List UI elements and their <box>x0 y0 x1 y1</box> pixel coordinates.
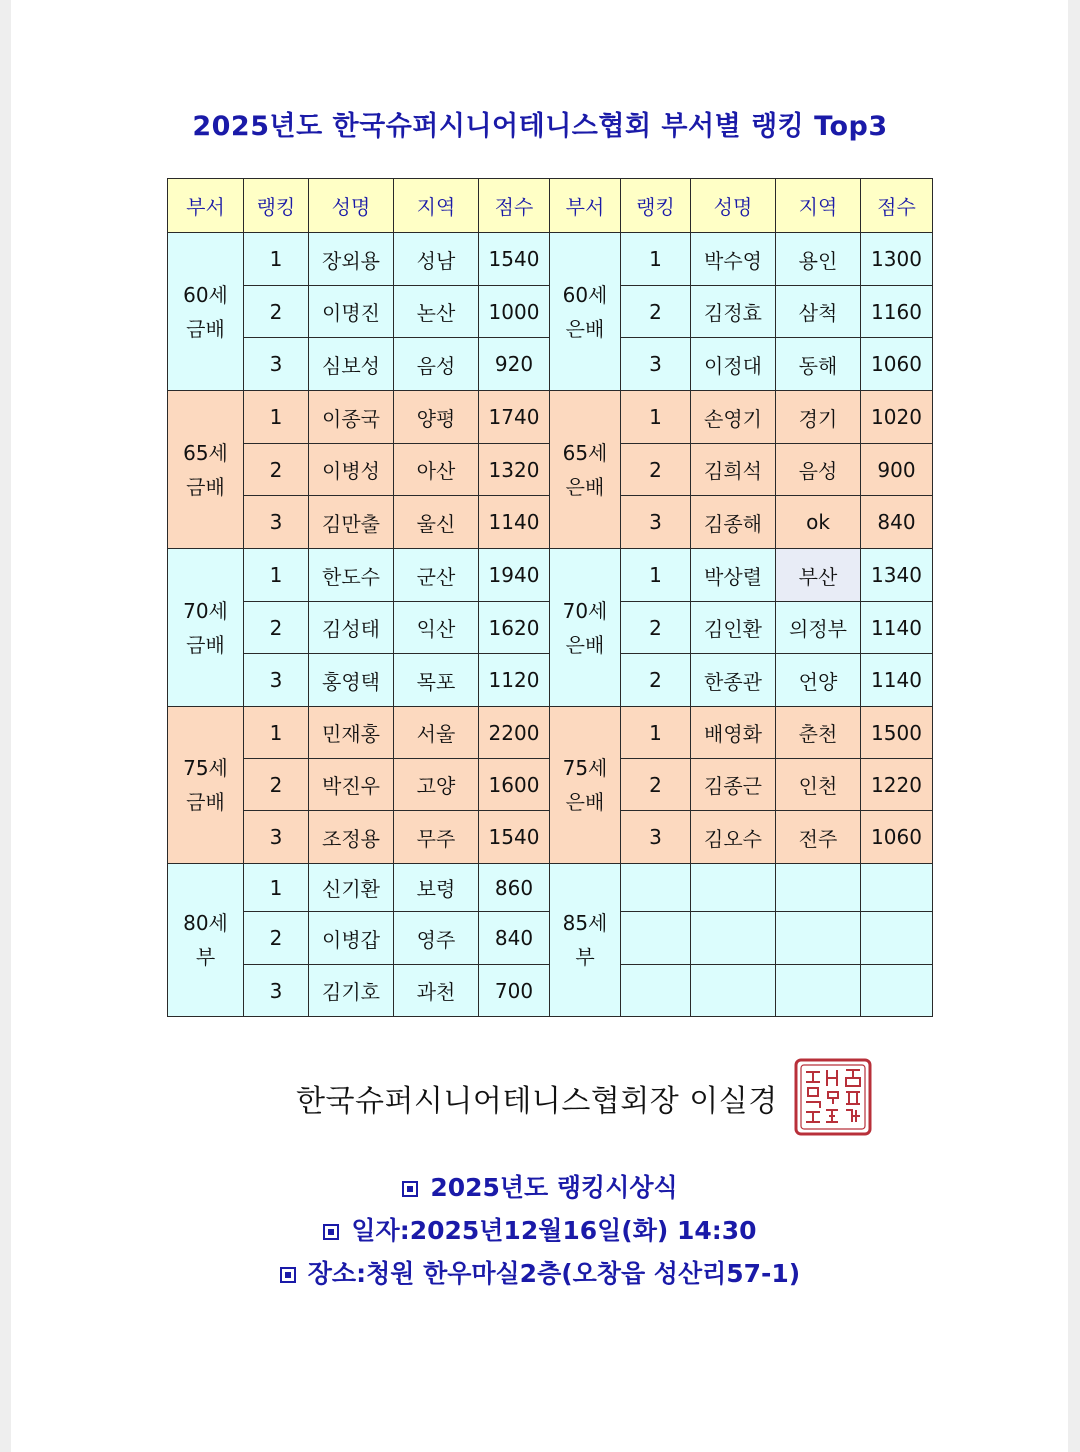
header-cell: 부서 <box>168 179 244 233</box>
division-label-line: 은배 <box>565 474 605 499</box>
region-cell <box>776 965 861 1017</box>
player-name-cell: 김희석 <box>691 444 776 496</box>
notice-text: 2025년도 랭킹시상식 <box>430 1173 678 1202</box>
player-name-cell: 박상렬 <box>691 549 776 602</box>
player-name-cell: 배영화 <box>691 707 776 759</box>
region-cell: 음성 <box>394 338 479 391</box>
player-name-cell: 손영기 <box>691 391 776 444</box>
page-title: 2025년도 한국슈퍼시니어테니스협회 부서별 랭킹 Top3 <box>192 111 888 142</box>
division-cell <box>168 707 244 864</box>
division-label-line: 금배 <box>186 474 225 499</box>
division-cell <box>550 864 621 1017</box>
region-cell: 언양 <box>776 654 861 707</box>
header-cell: 랭킹 <box>621 179 691 233</box>
player-name-cell: 김오수 <box>691 811 776 864</box>
division-label-line: 65세 <box>183 440 228 465</box>
player-name-cell: 장외용 <box>309 233 394 286</box>
player-name-cell: 이병성 <box>309 444 394 496</box>
division-cell <box>550 549 621 707</box>
player-name-cell: 이명진 <box>309 286 394 338</box>
rank-cell <box>621 965 691 1017</box>
table-row <box>168 391 933 444</box>
division-label-line: 65세 <box>562 440 608 465</box>
official-seal <box>794 1058 872 1136</box>
score-cell <box>861 912 933 965</box>
division-label-line: 은배 <box>565 790 605 814</box>
rank-cell: 1 <box>244 707 309 759</box>
player-name-cell: 박진우 <box>309 759 394 811</box>
rank-cell: 3 <box>244 654 309 707</box>
region-cell <box>776 864 861 912</box>
score-cell: 1140 <box>861 602 933 654</box>
rank-cell: 3 <box>244 965 309 1017</box>
player-name-cell <box>691 912 776 965</box>
division-label-line: 금배 <box>186 790 225 814</box>
header-cell: 성명 <box>691 179 776 233</box>
region-cell: 고양 <box>394 759 479 811</box>
player-name-cell: 김종해 <box>691 496 776 549</box>
region-cell: 동해 <box>776 338 861 391</box>
score-cell: 1940 <box>479 549 550 602</box>
division-label-line: 부 <box>195 945 216 969</box>
header-cell: 부서 <box>550 179 621 233</box>
score-cell: 1060 <box>861 338 933 391</box>
notice-date <box>0 1211 1080 1247</box>
score-cell: 1140 <box>861 654 933 707</box>
region-cell: 영주 <box>394 912 479 965</box>
division-label-line: 70세 <box>562 598 608 623</box>
score-cell: 1020 <box>861 391 933 444</box>
score-cell: 1160 <box>861 286 933 338</box>
player-name-cell: 김종근 <box>691 759 776 811</box>
score-cell: 1320 <box>479 444 550 496</box>
rank-cell: 2 <box>621 602 691 654</box>
player-name-cell: 민재홍 <box>309 707 394 759</box>
region-cell: 울신 <box>394 496 479 549</box>
score-cell: 1120 <box>479 654 550 707</box>
player-name-cell: 박수영 <box>691 233 776 286</box>
score-cell: 1620 <box>479 602 550 654</box>
division-cell <box>550 391 621 549</box>
score-cell: 1060 <box>861 811 933 864</box>
division-label-line: 은배 <box>565 632 605 657</box>
table-row <box>168 549 933 602</box>
notice-text: 일자:2025년12월16일(화) 14:30 <box>351 1216 757 1245</box>
player-name-cell <box>691 965 776 1017</box>
notice-ceremony <box>0 1168 1080 1204</box>
score-cell: 1220 <box>861 759 933 811</box>
division-label-line: 80세 <box>183 911 228 935</box>
header-row <box>168 179 933 233</box>
region-cell: 의정부 <box>776 602 861 654</box>
header-cell: 성명 <box>309 179 394 233</box>
player-name-cell: 조정용 <box>309 811 394 864</box>
score-cell: 1500 <box>861 707 933 759</box>
rank-cell <box>621 864 691 912</box>
division-cell <box>550 707 621 864</box>
region-cell: 인천 <box>776 759 861 811</box>
division-label-line: 금배 <box>186 316 225 341</box>
rank-cell: 2 <box>621 654 691 707</box>
player-name-cell: 한도수 <box>309 549 394 602</box>
score-cell: 2200 <box>479 707 550 759</box>
rank-cell: 2 <box>621 286 691 338</box>
header-cell: 지역 <box>394 179 479 233</box>
score-cell: 860 <box>479 864 550 912</box>
division-label-line: 75세 <box>562 756 608 780</box>
division-cell <box>168 233 244 391</box>
player-name-cell: 김만출 <box>309 496 394 549</box>
player-name-cell: 이병갑 <box>309 912 394 965</box>
player-name-cell: 김기호 <box>309 965 394 1017</box>
region-cell: 논산 <box>394 286 479 338</box>
rank-cell: 1 <box>244 549 309 602</box>
score-cell: 700 <box>479 965 550 1017</box>
rank-cell: 2 <box>244 602 309 654</box>
rank-cell: 1 <box>244 391 309 444</box>
rank-cell: 3 <box>621 496 691 549</box>
player-name-cell: 이정대 <box>691 338 776 391</box>
score-cell: 840 <box>861 496 933 549</box>
region-cell: 무주 <box>394 811 479 864</box>
rank-cell: 3 <box>244 811 309 864</box>
table-row <box>168 864 933 912</box>
region-cell: 익산 <box>394 602 479 654</box>
score-cell: 900 <box>861 444 933 496</box>
score-cell: 840 <box>479 912 550 965</box>
division-label-line: 75세 <box>183 756 228 780</box>
player-name-cell: 홍영택 <box>309 654 394 707</box>
player-name-cell: 김인환 <box>691 602 776 654</box>
region-cell: 삼척 <box>776 286 861 338</box>
rank-cell: 2 <box>621 759 691 811</box>
header-cell: 점수 <box>479 179 550 233</box>
rank-cell: 1 <box>621 707 691 759</box>
square-bullet-icon <box>323 1224 339 1240</box>
region-cell: 부산 <box>776 549 861 602</box>
rank-cell: 3 <box>244 338 309 391</box>
player-name-cell: 김정효 <box>691 286 776 338</box>
ranking-table <box>167 178 933 1017</box>
region-cell: 전주 <box>776 811 861 864</box>
division-cell <box>168 391 244 549</box>
player-name-cell: 한종관 <box>691 654 776 707</box>
region-cell: 군산 <box>394 549 479 602</box>
square-bullet-icon <box>402 1181 418 1197</box>
region-cell: 양평 <box>394 391 479 444</box>
player-name-cell: 이종국 <box>309 391 394 444</box>
rank-cell: 3 <box>244 496 309 549</box>
rank-cell: 2 <box>244 759 309 811</box>
score-cell <box>861 864 933 912</box>
player-name-cell: 신기환 <box>309 864 394 912</box>
table-row <box>168 233 933 286</box>
division-label-line: 부 <box>575 945 595 969</box>
score-cell: 1300 <box>861 233 933 286</box>
division-label-line: 70세 <box>183 598 228 623</box>
rank-cell: 3 <box>621 811 691 864</box>
score-cell: 1540 <box>479 233 550 286</box>
score-cell: 1540 <box>479 811 550 864</box>
rank-cell: 1 <box>244 864 309 912</box>
division-label-line: 60세 <box>183 282 228 307</box>
rank-cell: 2 <box>244 286 309 338</box>
rank-cell <box>621 912 691 965</box>
division-cell <box>168 864 244 1017</box>
rank-cell: 1 <box>621 549 691 602</box>
score-cell: 1740 <box>479 391 550 444</box>
score-cell: 1600 <box>479 759 550 811</box>
rank-cell: 3 <box>621 338 691 391</box>
region-cell: 경기 <box>776 391 861 444</box>
division-label-line: 60세 <box>562 282 608 307</box>
score-cell: 1340 <box>861 549 933 602</box>
player-name-cell: 심보성 <box>309 338 394 391</box>
square-bullet-icon <box>280 1267 296 1283</box>
region-cell: 목포 <box>394 654 479 707</box>
division-label-line: 은배 <box>565 316 605 341</box>
header-cell: 지역 <box>776 179 861 233</box>
region-cell: 아산 <box>394 444 479 496</box>
region-cell: 용인 <box>776 233 861 286</box>
notice-text: 장소:청원 한우마실2층(오창읍 성산리57-1) <box>307 1259 801 1288</box>
score-cell <box>861 965 933 1017</box>
region-cell: 과천 <box>394 965 479 1017</box>
rank-cell: 1 <box>621 233 691 286</box>
region-cell: 춘천 <box>776 707 861 759</box>
rank-cell: 2 <box>244 912 309 965</box>
header-cell: 점수 <box>861 179 933 233</box>
region-cell: 서울 <box>394 707 479 759</box>
notice-place <box>0 1254 1080 1290</box>
header-cell: 랭킹 <box>244 179 309 233</box>
region-cell: ok <box>776 496 861 549</box>
division-label-line: 85세 <box>562 911 608 935</box>
rank-cell: 1 <box>244 233 309 286</box>
division-cell <box>550 233 621 391</box>
region-cell: 보령 <box>394 864 479 912</box>
rank-cell: 2 <box>621 444 691 496</box>
rank-cell: 2 <box>244 444 309 496</box>
signer-name: 한국슈퍼시니어테니스협회장 이실경 <box>296 1084 778 1119</box>
division-label-line: 금배 <box>186 632 225 657</box>
player-name-cell: 김성태 <box>309 602 394 654</box>
division-cell <box>168 549 244 707</box>
table-row <box>168 707 933 759</box>
score-cell: 1140 <box>479 496 550 549</box>
score-cell: 920 <box>479 338 550 391</box>
player-name-cell <box>691 864 776 912</box>
score-cell: 1000 <box>479 286 550 338</box>
region-cell <box>776 912 861 965</box>
region-cell: 음성 <box>776 444 861 496</box>
region-cell: 성남 <box>394 233 479 286</box>
rank-cell: 1 <box>621 391 691 444</box>
